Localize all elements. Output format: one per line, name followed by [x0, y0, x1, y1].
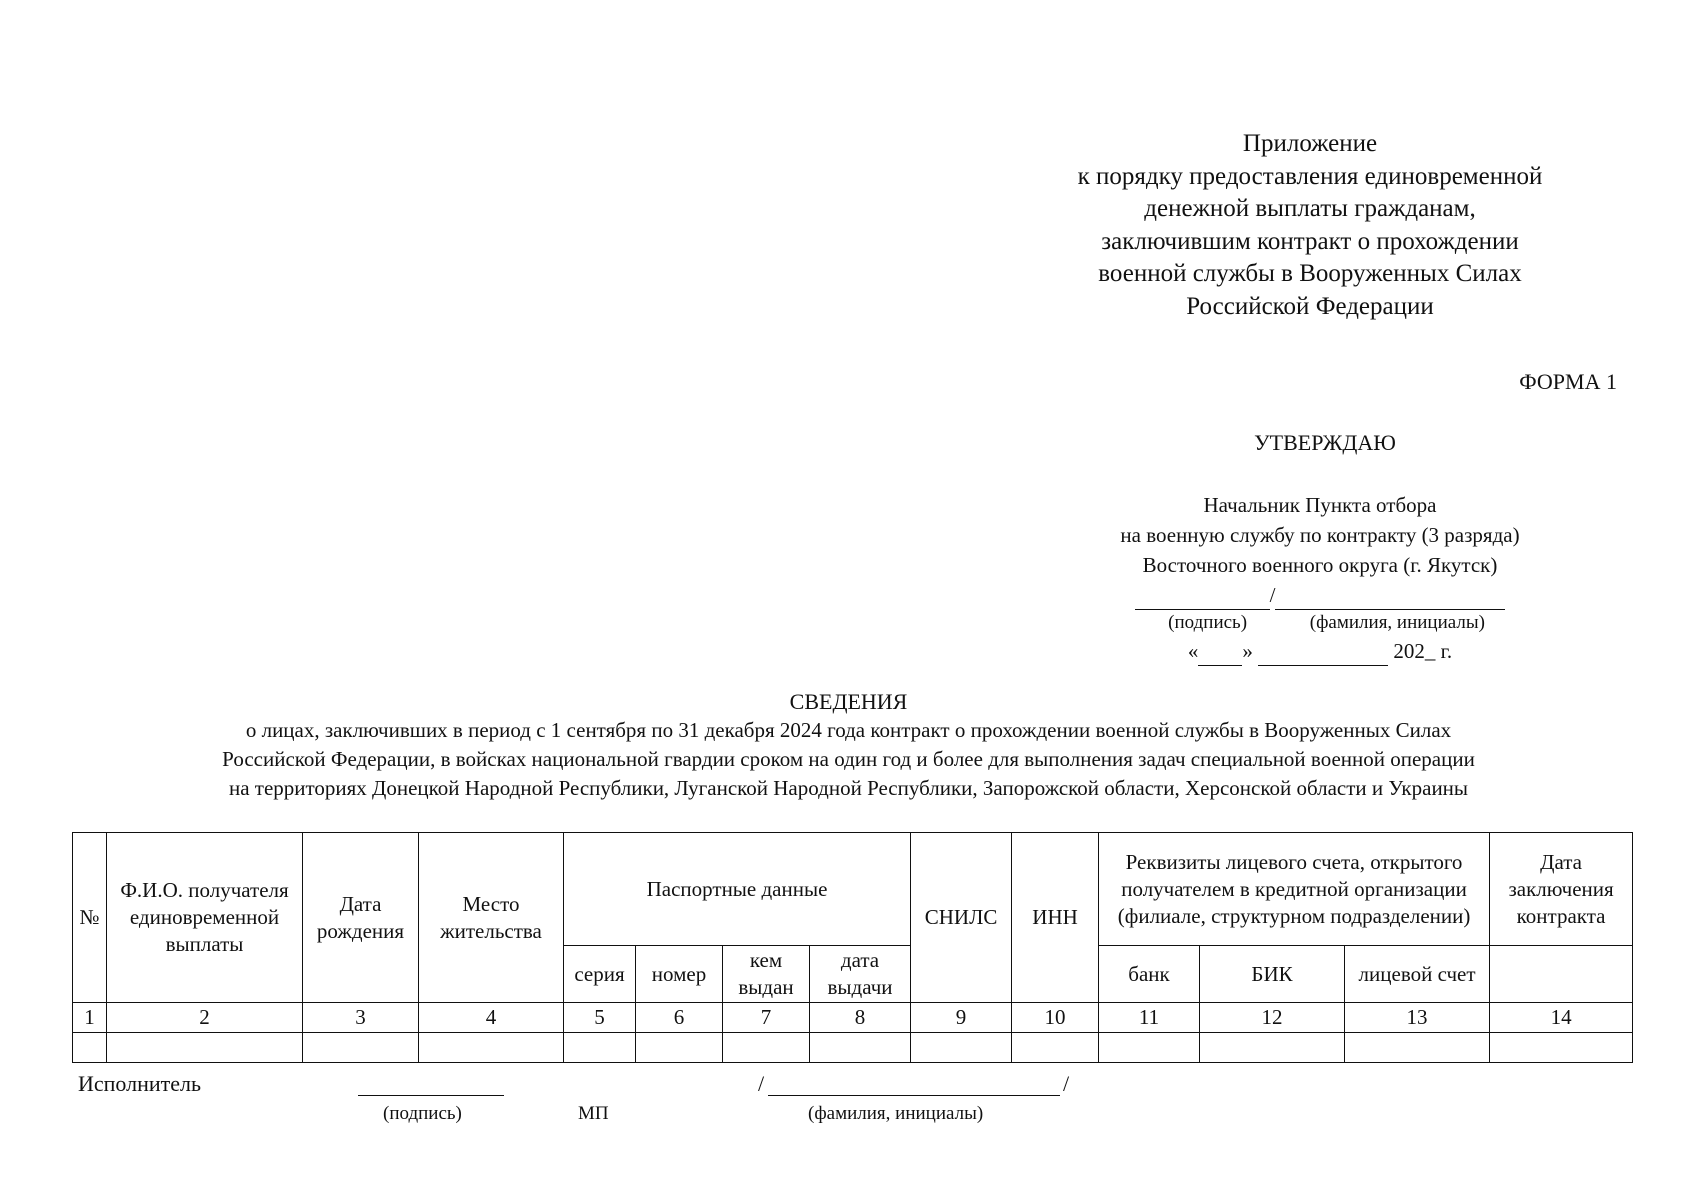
document-description	[80, 716, 1617, 803]
table-cell	[911, 1033, 1012, 1063]
date-open-quote: «	[1187, 639, 1199, 663]
approval-line: на военную службу по контракту (3 разряда)	[1120, 523, 1520, 547]
table-row	[73, 1033, 1633, 1063]
approval-name-label: (фамилия, инициалы)	[1309, 612, 1485, 633]
executor-label: Исполнитель	[78, 1071, 202, 1096]
appendix-line: военной службы в Вооруженных Силах	[1098, 260, 1522, 287]
appendix-line: заключившим контракт о прохождении	[1101, 227, 1519, 255]
header-birth-date: Дата рождения	[303, 833, 419, 1003]
table-header-row	[73, 833, 1633, 946]
table-cell	[636, 1033, 723, 1063]
column-number: 12	[1200, 1003, 1345, 1033]
header-fio: Ф.И.О. получателя единовременной выплаты	[107, 833, 303, 1003]
header-passport-issue-date: дата выдачи	[810, 946, 911, 1003]
column-number: 1	[73, 1003, 107, 1033]
table-cell	[1490, 1033, 1633, 1063]
appendix-line: Приложение	[1242, 130, 1378, 157]
column-number: 11	[1099, 1003, 1200, 1033]
header-passport-number: номер	[636, 946, 723, 1003]
approval-block	[1090, 490, 1550, 666]
table-cell	[1099, 1033, 1200, 1063]
table-cell	[1200, 1033, 1345, 1063]
description-line: на территориях Донецкой Народной Республики, Луганской Народной Республики, Запорожской области, Херсонской области и Украины	[228, 776, 1469, 800]
header-account-number: лицевой счет	[1345, 946, 1490, 1003]
executor-signature-line	[358, 1071, 504, 1096]
header-passport-series: серия	[564, 946, 636, 1003]
table-cell	[73, 1033, 107, 1063]
date-year: 202_ г.	[1393, 639, 1453, 663]
form-number: ФОРМА 1	[1519, 369, 1617, 394]
header-passport-issued-by: кем выдан	[723, 946, 810, 1003]
date-month-line	[1258, 643, 1388, 666]
header-num: №	[73, 833, 107, 1003]
description-line: Российской Федерации, в войсках национальной гвардии сроком на один год и более для выполнения задач специальной военной операции	[222, 747, 1475, 771]
table-cell	[303, 1033, 419, 1063]
recipients-table	[72, 832, 1633, 1063]
approval-name-line	[1275, 587, 1505, 610]
approval-slash: /	[1269, 583, 1276, 607]
approval-sublabels	[1090, 610, 1550, 636]
column-number: 9	[911, 1003, 1012, 1033]
document-title: СВЕДЕНИЯ	[789, 689, 908, 714]
column-number: 14	[1490, 1003, 1633, 1033]
date-close-quote: »	[1242, 639, 1253, 663]
column-number: 10	[1012, 1003, 1099, 1033]
table-cell	[564, 1033, 636, 1063]
header-bank: банк	[1099, 946, 1200, 1003]
header-contract-date: Дата заключения контракта	[1490, 833, 1633, 946]
table-cell	[1345, 1033, 1490, 1063]
approval-date-row	[1090, 636, 1550, 666]
header-residence: Место жительства	[419, 833, 564, 1003]
column-number: 13	[1345, 1003, 1490, 1033]
name-slash-left: /	[758, 1071, 765, 1096]
column-number-row	[73, 1003, 1633, 1033]
executor-name-line	[768, 1071, 1060, 1096]
approval-line: Начальник Пункта отбора	[1203, 493, 1437, 517]
column-number: 5	[564, 1003, 636, 1033]
header-account: Реквизиты лицевого счета, открытого получателем в кредитной организации (филиале, структурном подразделении)	[1099, 833, 1490, 946]
approval-signature-line	[1135, 587, 1270, 610]
column-number: 7	[723, 1003, 810, 1033]
table-cell	[810, 1033, 911, 1063]
name-slash-right: /	[1063, 1071, 1070, 1096]
executor-footer	[78, 1071, 1178, 1131]
header-bik: БИК	[1200, 946, 1345, 1003]
executor-signature-label: (подпись)	[383, 1103, 462, 1124]
table-cell	[419, 1033, 564, 1063]
table-cell	[723, 1033, 810, 1063]
table-cell	[107, 1033, 303, 1063]
seal-label: МП	[578, 1103, 609, 1124]
appendix-line: к порядку предоставления единовременной	[1077, 162, 1543, 190]
approval-heading: УТВЕРЖДАЮ	[1254, 430, 1396, 455]
column-number: 3	[303, 1003, 419, 1033]
approval-signature-row	[1090, 580, 1550, 610]
column-number: 4	[419, 1003, 564, 1033]
approval-line: Восточного военного округа (г. Якутск)	[1142, 553, 1498, 577]
column-number: 6	[636, 1003, 723, 1033]
executor-name-label: (фамилия, инициалы)	[808, 1103, 984, 1124]
approval-signature-label: (подпись)	[1168, 612, 1248, 633]
appendix-line: Российской Федерации	[1186, 292, 1434, 320]
header-snils: СНИЛС	[911, 833, 1012, 1003]
table-cell	[1012, 1033, 1099, 1063]
appendix-header	[1050, 128, 1570, 323]
header-contract-date-empty	[1490, 946, 1633, 1003]
column-number: 2	[107, 1003, 303, 1033]
header-inn: ИНН	[1012, 833, 1099, 1003]
column-number: 8	[810, 1003, 911, 1033]
header-passport: Паспортные данные	[564, 833, 911, 946]
description-line: о лицах, заключивших в период с 1 сентября по 31 декабря 2024 года контракт о прохождении военной службы в Вооруженных Силах	[245, 718, 1452, 742]
date-day-line	[1198, 643, 1242, 666]
appendix-line: денежной выплаты гражданам,	[1144, 195, 1476, 222]
